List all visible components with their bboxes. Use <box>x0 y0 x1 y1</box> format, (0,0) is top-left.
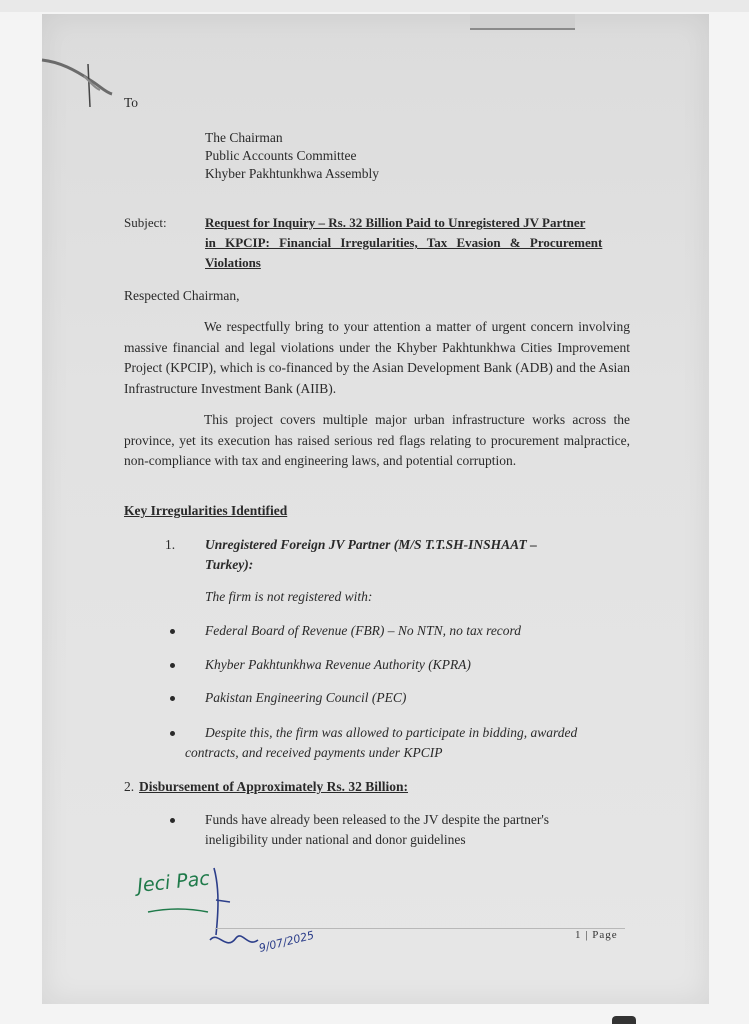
item-1-intro: The firm is not registered with: <box>205 589 373 604</box>
bullet-despite-line-1: Despite this, the firm was allowed to participate in bidding, awarded <box>205 725 578 740</box>
viewer-corner-button[interactable] <box>612 1016 636 1024</box>
bullet-dot <box>170 663 175 668</box>
footer-rule <box>215 928 625 929</box>
handwritten-date: 9/07/2025 <box>257 928 316 955</box>
item-2-bullet-line-2: ineligibility under national and donor guidelines <box>205 832 466 847</box>
salutation: Respected Chairman, <box>124 288 240 303</box>
paragraph-1: We respectfully bring to your attention a matter of urgent concern involving massive financial and legal violations under the Khyber Pakhtunkhwa Cities Improvement Project (KPCIP), which is co-financed by the Asian Development Bank (ADB) and the Asian Infrastructure Investment Bank (AIIB). <box>124 319 630 396</box>
to-label: To <box>124 95 139 110</box>
recipient-line-2: Public Accounts Committee <box>205 148 357 163</box>
paragraph-2: This project covers multiple major urban infrastructure works across the province, yet its execution has raised serious red flags relating to procurement malpractice, non-compliance with tax and engineering laws, and potential corruption. <box>124 412 630 468</box>
bullet-dot <box>170 818 175 823</box>
recipient-line-1: The Chairman <box>205 130 283 145</box>
item-1-number: 1. <box>165 537 176 552</box>
bullet-pec: Pakistan Engineering Council (PEC) <box>205 690 407 705</box>
handwritten-annotation: Jeci Pac <box>136 867 211 897</box>
item-1-title-line-2: Turkey): <box>205 557 254 572</box>
item-2-title: Disbursement of Approximately Rs. 32 Billion: <box>139 779 409 794</box>
string-tie-icon <box>40 52 120 112</box>
item-2-number: 2. <box>124 779 135 794</box>
bullet-despite-line-2: contracts, and received payments under KPCIP <box>185 745 443 760</box>
section-heading: Key Irregularities Identified <box>124 503 288 518</box>
subject-line-2: in KPCIP: Financial Irregularities, Tax Evasion & Procurement <box>205 235 603 250</box>
item-1-title-line-1: Unregistered Foreign JV Partner (M/S T.T.SH-INSHAAT – <box>205 537 537 552</box>
bullet-kpra: Khyber Pakhtunkhwa Revenue Authority (KPRA) <box>205 657 471 672</box>
subject-label: Subject: <box>124 215 167 230</box>
bullet-fbr: Federal Board of Revenue (FBR) – No NTN, no tax record <box>205 623 522 638</box>
subject-line-3: Violations <box>205 255 261 270</box>
top-strip <box>0 0 749 12</box>
bullet-dot <box>170 696 175 701</box>
handwritten-signature <box>118 860 338 970</box>
paper-clip-tab <box>470 14 575 30</box>
subject-line-1: Request for Inquiry – Rs. 32 Billion Paid to Unregistered JV Partner <box>205 215 586 230</box>
bullet-dot <box>170 731 175 736</box>
bullet-dot <box>170 629 175 634</box>
page-number: 1 | Page <box>575 929 618 941</box>
recipient-line-3: Khyber Pakhtunkhwa Assembly <box>205 166 379 181</box>
item-2-bullet-line-1: Funds have already been released to the JV despite the partner's <box>205 812 550 827</box>
